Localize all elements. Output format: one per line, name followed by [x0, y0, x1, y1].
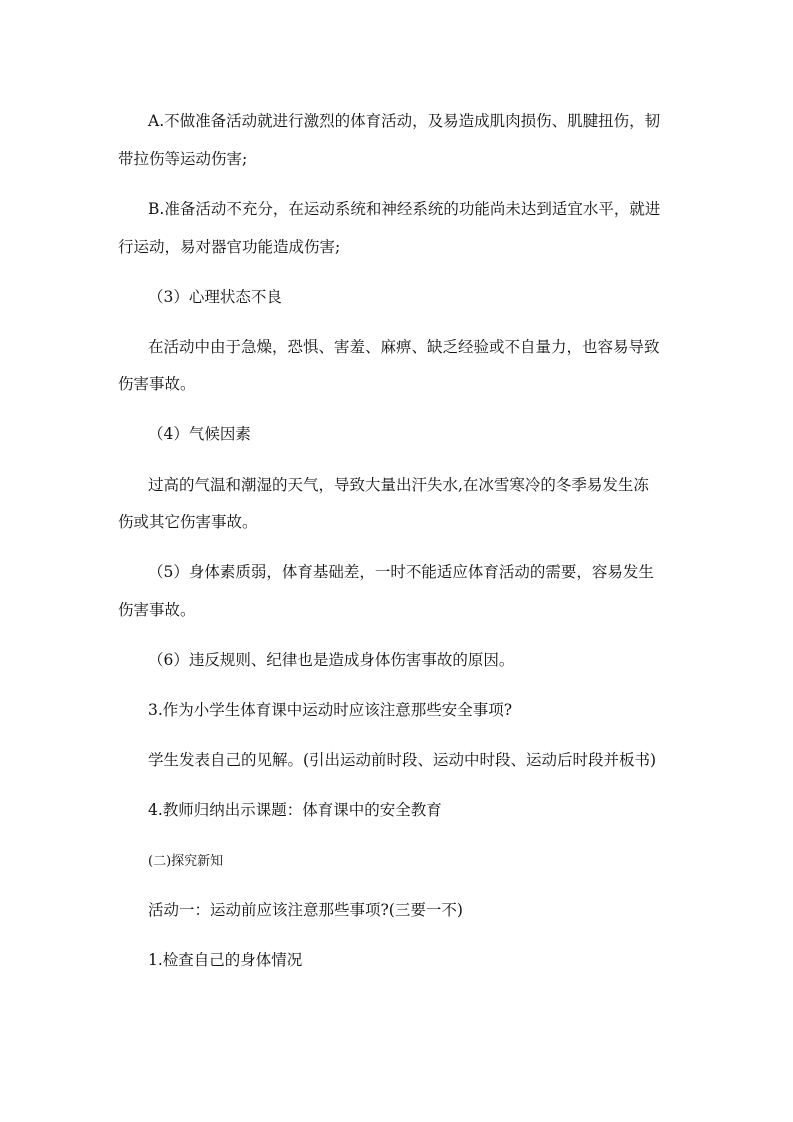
paragraph-climate-line2: 伤或其它伤害事故。	[118, 513, 258, 531]
item-1-check-body: 1.检查自己的身体情况	[148, 951, 303, 969]
paragraph-a-line1: A.不做准备活动就进行激烈的体育活动，及易造成肌肉损伤、肌腱扭伤，韧	[148, 112, 661, 130]
paragraph-b-line2: 行运动，易对器官功能造成伤害;	[118, 238, 341, 256]
activity-one: 活动一：运动前应该注意那些事项?(三要一不)	[148, 901, 463, 919]
paragraph-psychology-line2: 伤害事故。	[118, 375, 196, 393]
heading-climate-factors: （4）气候因素	[148, 425, 251, 443]
section-explore-new: (二)探究新知	[148, 854, 224, 869]
paragraph-b-line1: B.准备活动不充分，在运动系统和神经系统的功能尚未达到适宜水平，就进	[148, 200, 661, 218]
item-4-topic: 4.教师归纳出示课题：体育课中的安全教育	[148, 801, 442, 819]
question-3: 3.作为小学生体育课中运动时应该注意那些安全事项?	[148, 701, 513, 719]
paragraph-climate-line1: 过高的气温和潮湿的天气，导致大量出汗失水,在冰雪寒冷的冬季易发生冻	[148, 476, 649, 494]
heading-psychological-state: （3）心理状态不良	[148, 288, 282, 306]
paragraph-a-line2: 带拉伤等运动伤害;	[118, 150, 248, 168]
student-opinion: 学生发表自己的见解。(引出运动前时段、运动中时段、运动后时段并板书)	[148, 751, 657, 769]
paragraph-physical-line1: （5）身体素质弱，体育基础差，一时不能适应体育活动的需要，容易发生	[148, 563, 654, 581]
paragraph-psychology-line1: 在活动中由于急燥，恐惧、害羞、麻痹、缺乏经验或不自量力，也容易导致	[148, 338, 660, 356]
paragraph-rules-violation: （6）违反规则、纪律也是造成身体伤害事故的原因。	[148, 651, 515, 669]
paragraph-physical-line2: 伤害事故。	[118, 601, 196, 619]
